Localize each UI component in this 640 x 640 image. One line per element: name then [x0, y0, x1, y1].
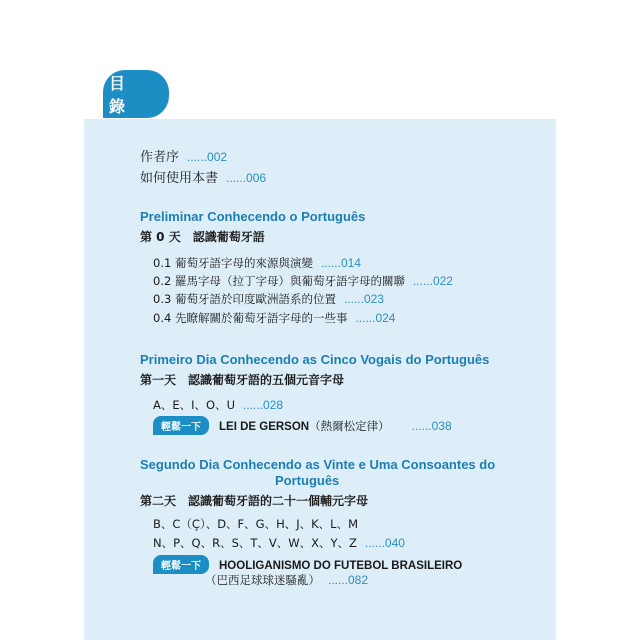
entry-page: ......024: [355, 311, 396, 325]
entry-title: 0.1 葡萄牙語字母的來源與演變: [153, 256, 313, 270]
entry-title: N、P、Q、R、S、T、V、W、X、Y、Z: [153, 536, 357, 550]
toc-entry-1-relax[interactable]: [153, 415, 452, 435]
relax-note: （巴西足球球迷騷亂）: [205, 573, 320, 587]
section-0-title-zh: 第 0 天 認識葡萄牙語: [140, 230, 265, 244]
section-1-title-zh: 第一天 認識葡萄牙語的五個元音字母: [140, 373, 345, 387]
toc-entry-2-2[interactable]: [153, 535, 405, 551]
toc-entry-0-4[interactable]: [153, 310, 395, 326]
entry-title: 0.3 葡萄牙語於印度歐洲語系的位置: [153, 292, 336, 306]
entry-title: B、C（Ç）、D、F、G、H、J、K、L、M: [153, 517, 358, 531]
entry-page: ......082: [328, 573, 369, 587]
entry-page: ......023: [343, 292, 384, 306]
section-0-title-pt: Preliminar Conhecendo o Português: [140, 209, 366, 224]
relax-title: HOOLIGANISMO DO FUTEBOL BRASILEIRO: [219, 560, 463, 572]
relax-note: （熱爾松定律）: [309, 419, 390, 433]
entry-title: 0.2 羅馬字母（拉丁字母）與葡萄牙語字母的關聯: [153, 274, 405, 288]
entry-title: 0.4 先瞭解關於葡萄牙語字母的一些事: [153, 311, 348, 325]
entry-title: A、E、I、O、U: [153, 398, 235, 412]
toc-entry-1-1[interactable]: [153, 397, 283, 413]
section-2-title-zh: 第二天 認識葡萄牙語的二十一個輔元字母: [140, 494, 369, 508]
relax-title: LEI DE GERSON: [219, 421, 310, 433]
entry-page: ......028: [243, 398, 284, 412]
toc-heading-tab: [103, 70, 169, 118]
relax-badge: 輕鬆一下: [153, 416, 209, 435]
toc-entry-0-2[interactable]: [153, 273, 453, 289]
toc-entry-0-3[interactable]: [153, 291, 384, 307]
toc-entry-2-1[interactable]: [153, 516, 358, 532]
entry-page: ......022: [412, 274, 453, 288]
relax-badge: 輕鬆一下: [153, 555, 209, 574]
entry-page: ......038: [411, 419, 452, 433]
entry-page: ......014: [320, 256, 361, 270]
entry-page: ......006: [226, 171, 267, 185]
section-2-title-pt-line2: Português: [275, 473, 340, 488]
toc-entry-0-1[interactable]: [153, 255, 361, 271]
entry-page: ......040: [364, 536, 405, 550]
entry-title: 如何使用本書: [140, 171, 219, 186]
entry-title: 作者序: [140, 150, 180, 165]
toc-entry-2-relax-cont[interactable]: [205, 569, 368, 588]
section-1-title-pt: Primeiro Dia Conhecendo as Cinco Vogais do Português: [140, 352, 490, 367]
entry-page: ......002: [187, 150, 228, 164]
toc-entry-preface[interactable]: [140, 146, 227, 165]
section-2-title-pt-line1: Segundo Dia Conhecendo as Vinte e Uma Consoantes do: [140, 457, 496, 472]
toc-heading-label: 目 錄: [109, 74, 136, 116]
toc-entry-how-to-use[interactable]: [140, 167, 266, 186]
